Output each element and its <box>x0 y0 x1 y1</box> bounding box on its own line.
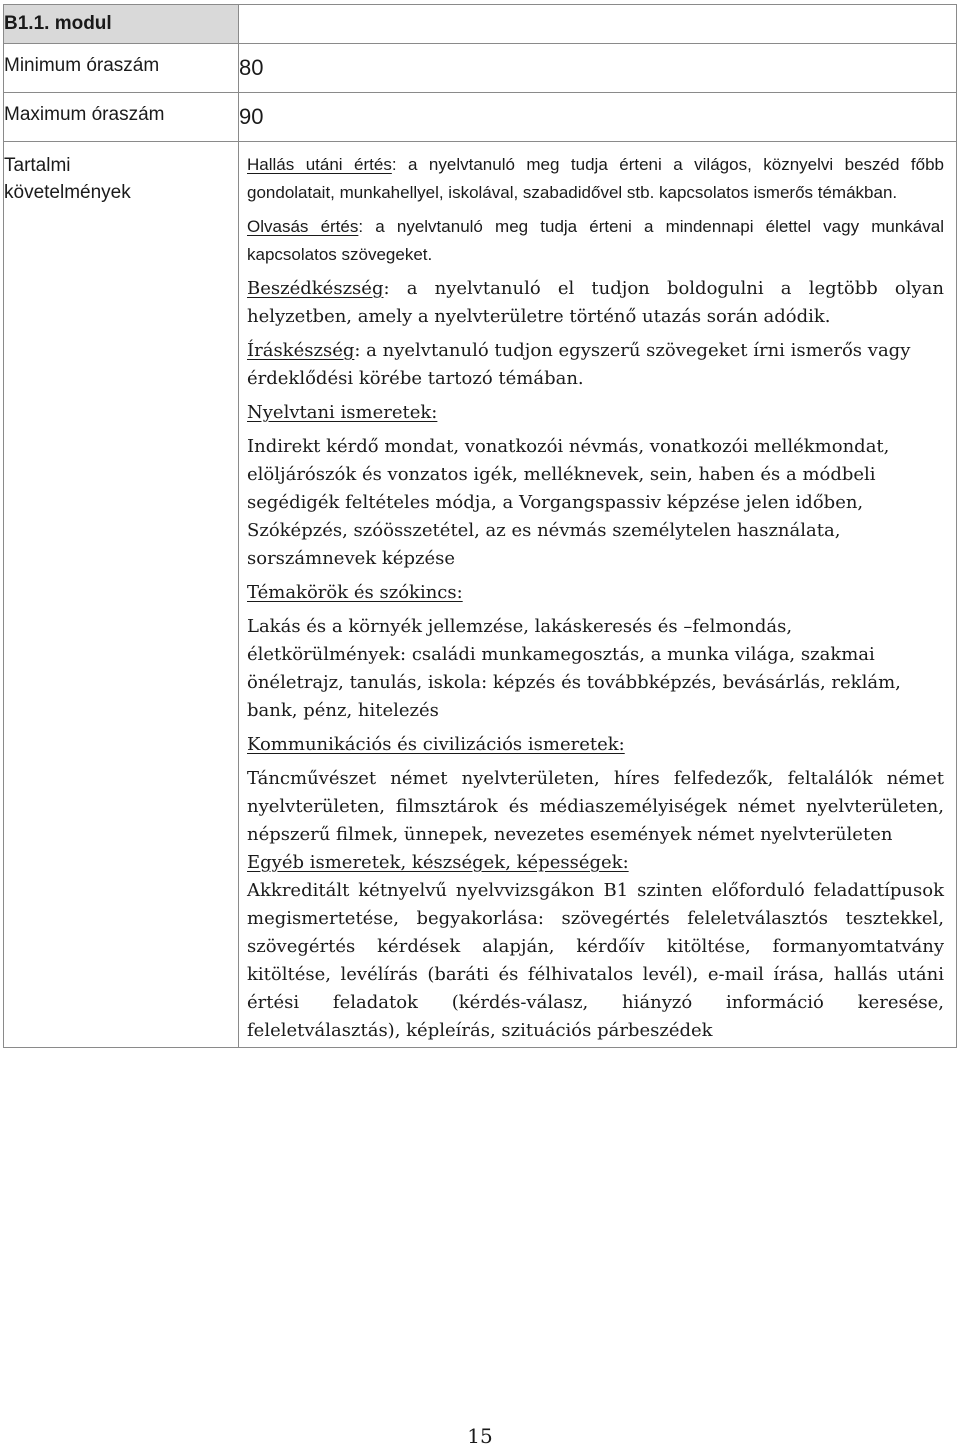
grammar-title: Nyelvtani ismeretek: <box>247 402 438 423</box>
topics-title: Témakörök és szókincs: <box>247 582 463 603</box>
module-title-blank-cell <box>239 5 957 44</box>
culture-title: Kommunikációs és civilizációs ismeretek: <box>247 734 625 755</box>
grammar-heading <box>247 399 944 427</box>
culture-heading <box>247 731 944 759</box>
topics-text: Lakás és a környék jellemzése, lakáskeresés és –felmondás, életkörülmények: családi munkamegosztás, a munka világa, szakmai önéletrajz, tanulás, iskola: képzés és továbbképzés, bevásárlás, reklám, bank, pénz, hitelezés <box>247 616 901 721</box>
other-heading <box>247 849 944 877</box>
topics-heading <box>247 579 944 607</box>
max-hours-value: 90 <box>239 93 957 142</box>
max-hours-label: Maximum óraszám <box>4 93 239 142</box>
reading-text: : a nyelvtanuló meg tudja érteni a mindennapi élettel vagy munkával kapcsolatos szövegeket. <box>247 217 944 264</box>
listening-title: Hallás utáni értés <box>247 155 392 174</box>
other-title: Egyéb ismeretek, készségek, képességek: <box>247 852 629 873</box>
min-hours-value: 80 <box>239 44 957 93</box>
speaking-paragraph <box>247 275 944 331</box>
listening-text: : a nyelvtanuló meg tudja érteni a világos, köznyelvi beszéd főbb gondolatait, munkahellyel, iskolával, szabadidővel stb. kapcsolatos ismerős témákban. <box>247 155 945 202</box>
reading-title: Olvasás értés <box>247 217 359 236</box>
reading-paragraph <box>247 213 944 269</box>
content-requirements-label: Tartalmi követelmények <box>4 142 239 1048</box>
culture-text: Táncművészet német nyelvterületen, híres felfedezők, feltalálók német nyelvterületen, filmsztárok és médiaszemélyiségek német nyelvterületen, népszerű filmek, ünnepek, nevezetes események német nyelvterületen <box>247 768 944 845</box>
grammar-text: Indirekt kérdő mondat, vonatkozói névmás, vonatkozói mellékmondat, elöljárószók és vonzatos igék, melléknevek, sein, haben és a módbeli segédigék feltételes módja, a Vorgangspassiv képzése jelen időben, Szóképzés, szóösszetétel, az es névmás személytelen használata, sorszámnevek képzése <box>247 436 890 569</box>
speaking-text: : a nyelvtanuló el tudjon boldogulni a legtöbb olyan helyzetben, amely a nyelvterületre történő utazás során adódik. <box>247 278 944 327</box>
writing-text: : a nyelvtanuló tudjon egyszerű szövegeket írni ismerős vagy érdeklődési körébe tartozó témában. <box>247 340 911 389</box>
min-hours-label: Minimum óraszám <box>4 44 239 93</box>
page-number: 15 <box>467 1424 493 1448</box>
listening-paragraph <box>247 151 944 207</box>
module-table <box>3 4 957 1048</box>
writing-title: Íráskészség <box>247 340 355 361</box>
speaking-title: Beszédkészség <box>247 278 384 299</box>
other-text: Akkreditált kétnyelvű nyelvvizsgákon B1 szinten előforduló feladattípusok megismertetése, begyakorlása: szövegértés feleletválasztós tesztekkel, szövegértés kérdések alapján, kérdőív kitöltése, formanyomtatvány kitöltése, levélírás (baráti és félhivatalos levél), e-mail írása, hallás utáni értési feladatok (kérdés-válasz, hiányzó információ keresése, feleletválasztás), képleírás, szituációs párbeszédek <box>247 880 944 1041</box>
writing-paragraph <box>247 337 944 393</box>
content-body <box>239 142 956 1047</box>
content-requirements-cell <box>239 142 957 1048</box>
module-title: B1.1. modul <box>4 5 239 44</box>
